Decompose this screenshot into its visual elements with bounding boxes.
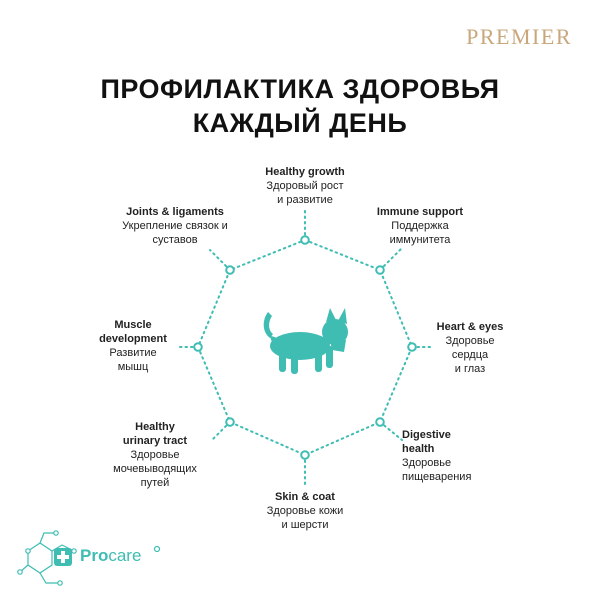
title-line-2: КАЖДЫЙ ДЕНЬ bbox=[192, 108, 408, 138]
node-left bbox=[194, 343, 202, 351]
label-urinary-tract: Healthy urinary tract Здоровье мочевыводящих путей bbox=[113, 421, 197, 489]
node-top-right bbox=[376, 266, 384, 274]
label-heart-eyes: Heart & eyes Здоровье сердца и глаз bbox=[436, 321, 504, 375]
label-skin-coat: Skin & coat Здоровье кожи и шерсти bbox=[266, 491, 344, 531]
title-line-1: ПРОФИЛАКТИКА ЗДОРОВЬЯ bbox=[100, 74, 500, 104]
node-top bbox=[301, 236, 309, 244]
node-right bbox=[408, 343, 416, 351]
label-muscle-development: Muscle development Развитие мышц bbox=[99, 319, 167, 373]
node-top-left bbox=[226, 266, 234, 274]
node-bottom-right bbox=[376, 418, 384, 426]
node-bottom-left bbox=[226, 418, 234, 426]
trademark-dot bbox=[155, 547, 160, 552]
label-healthy-growth: Healthy growth Здоровый рост и развитие bbox=[265, 166, 345, 206]
label-digestive-health: Digestive health Здоровье пищеварения bbox=[402, 429, 472, 483]
procare-logo-text: Procare bbox=[80, 546, 142, 565]
label-joints-ligaments: Joints & ligaments Укрепление связок и суставов bbox=[122, 206, 228, 246]
node-bottom bbox=[301, 451, 309, 459]
brand-logo: PREMIER bbox=[466, 24, 572, 49]
label-immune-support: Immune support Поддержка иммунитета bbox=[376, 206, 464, 246]
cat-icon bbox=[264, 308, 348, 374]
